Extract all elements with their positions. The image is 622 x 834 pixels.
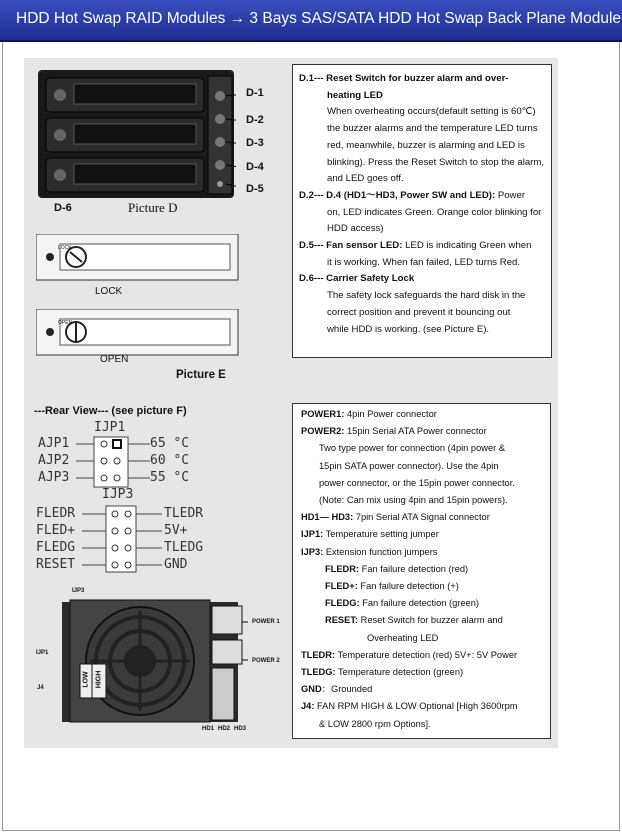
tledg-text: Temperature detection (green) (335, 667, 464, 678)
board-label-power1: POWER 1 (252, 619, 280, 625)
ijp1-row-right: 65 °C (150, 436, 190, 451)
ijp1-row-right: 55 °C (150, 470, 190, 485)
picture-e-caption: Picture E (176, 369, 226, 381)
label-d3: D-3 (246, 137, 264, 149)
bay-1 (46, 78, 204, 112)
d1-line: and LED goes off. (327, 173, 404, 185)
board-label-power2: POWER 2 (252, 658, 280, 664)
d2-rest: Power (495, 189, 526, 201)
picture-e-tray-lock (36, 234, 240, 282)
reset-text-cont: Overheating LED (367, 632, 439, 643)
j4-text: FAN RPM HIGH & LOW Optional [High 3600rpm (314, 701, 518, 712)
tledr-text: Temperature detection (red) 5V+: 5V Power (335, 649, 518, 660)
led-notes-panel (292, 64, 552, 358)
tray-open-text: OPEN (58, 320, 73, 326)
board-label-hd1: HD1 (202, 726, 215, 732)
ijp1-row-left: AJP1 (38, 436, 70, 451)
board-label-j4: J4 (37, 685, 44, 691)
ijp1-row-left: AJP3 (38, 470, 70, 485)
picture-d-caption: Picture D (128, 200, 178, 215)
power2-line: (Note: Can mix using 4pin and 15pin powers). (319, 495, 508, 506)
d1-title: D.1--- Reset Switch for buzzer alarm and over- (299, 73, 509, 84)
label-d4: D-4 (246, 161, 264, 173)
ijp3-label: IJP3 (102, 487, 134, 502)
power1-text: 4pin Power connector (344, 409, 437, 419)
ijp3-row-left: RESET (36, 557, 76, 572)
fan-led (217, 181, 223, 187)
d6-line: The safety lock safeguards the hard disk in the (327, 290, 526, 302)
tledr-label: TLEDR: (301, 649, 336, 660)
label-d1: D-1 (246, 87, 264, 99)
d6-line: correct position and prevent it bouncing out (327, 306, 511, 318)
power1-label: POWER1: (301, 409, 345, 419)
fledg-label: FLEDG: (325, 598, 360, 609)
label-d2: D-2 (246, 114, 264, 126)
open-label: OPEN (100, 354, 129, 365)
ijp3-desc-text: Extension function jumpers (323, 546, 438, 557)
d1-line: blinking). Press the Reset Switch to stop the alarm, (327, 156, 545, 168)
d1-line: the buzzer alarms and the temperature LED turns (327, 123, 538, 135)
gnd-label: GND (301, 684, 322, 695)
ijp3-row-left: FLED+ (36, 523, 76, 538)
label-d5: D-5 (246, 183, 264, 195)
fledg-text: Fan failure detection (green) (359, 598, 479, 609)
bay-3 (46, 158, 204, 192)
d1-line: red, meanwhile, buzzer is alarming and LED is (327, 139, 525, 151)
ijp3-desc-label: IJP3: (301, 546, 324, 557)
picture-e-tray-open (36, 309, 240, 357)
power2-line: Two type power for connection (4pin power & (319, 443, 506, 454)
gnd-text: ：Grounded (321, 684, 373, 695)
power2-line: power connector, or the 15pin power connector. (319, 477, 515, 488)
bay-2 (46, 118, 204, 152)
ijp3-row-right: GND (164, 557, 188, 572)
ijp3-row-left: FLEDR (36, 506, 76, 521)
d5-title: D.5--- Fan sensor LED: (299, 240, 403, 252)
fledr-label: FLEDR: (325, 563, 360, 574)
ijp1-jumper-diagram (76, 436, 150, 490)
hd-text: 7pin Serial ATA Signal connector (353, 512, 490, 523)
d6-title: D.6--- Carrier Safety Lock (299, 273, 415, 285)
d2-line: HDD access) (327, 223, 384, 235)
board-label-ijp1: IJP1 (36, 650, 49, 656)
board-label-ijp3: IJP3 (72, 588, 85, 594)
reset-label: RESET: (325, 615, 359, 626)
header-bar (0, 0, 622, 42)
tray-lock-text: LOCK (58, 245, 72, 251)
d2-line: on, LED indicates Green. Orange color blinking for (327, 206, 542, 218)
ijp1-desc-text: Temperature setting jumper (323, 529, 439, 540)
j4-label: J4: (301, 701, 315, 712)
ijp3-row-right: 5V+ (164, 523, 188, 538)
j4-text-cont: & LOW 2800 rpm Options]. (319, 718, 431, 729)
board-label-high: HIGH (95, 670, 103, 689)
reset-text: Reset Switch for buzzer alarm and (358, 615, 503, 626)
backplane-board-photo (62, 594, 252, 724)
tledg-label: TLEDG: (301, 667, 336, 678)
power2-text: 15pin Serial ATA Power connector (344, 426, 487, 437)
d2-title: D.2--- D.4 (HD1～HD3, Power SW and LED): (299, 189, 496, 201)
board-label-low: LOW (82, 671, 90, 688)
ijp1-row-left: AJP2 (38, 453, 70, 468)
ijp1-desc-label: IJP1: (301, 529, 324, 540)
label-d6: D-6 (54, 202, 72, 214)
fledp-text: Fan failure detection (+) (357, 581, 459, 592)
board-label-hd3: HD3 (234, 726, 247, 732)
reset-button (215, 91, 225, 101)
d6-line: while HDD is working. (see Picture E). (327, 323, 490, 335)
page-title: HDD Hot Swap RAID Modules → 3 Bays SAS/SATA HDD Hot Swap Back Plane Module (16, 10, 622, 27)
d1-title-cont: heating LED (327, 89, 383, 101)
d5-line: it is working. When fan failed, LED turns Red. (327, 256, 521, 268)
d5-rest: LED is indicating Green when (402, 240, 532, 252)
fledr-text: Fan failure detection (red) (359, 563, 469, 574)
ijp3-row-right: TLEDR (164, 506, 204, 521)
ijp3-row-right: TLEDG (164, 540, 204, 555)
ijp1-row-right: 60 °C (150, 453, 190, 468)
ijp3-jumper-diagram (82, 504, 162, 574)
connector-notes-panel (292, 403, 551, 739)
hd-label: HD1— HD3: (301, 512, 354, 523)
lock-label: LOCK (95, 286, 123, 297)
power2-line: 15pin SATA power connector). Use the 4pin (319, 460, 499, 471)
d1-line: When overheating occurs(default setting is 60℃) (327, 106, 536, 118)
fledp-label: FLED+: (325, 581, 358, 592)
picture-d-enclosure (36, 64, 236, 204)
ijp3-row-left: FLEDG (36, 540, 76, 555)
board-label-hd2: HD2 (218, 726, 231, 732)
ijp1-label: IJP1 (94, 420, 126, 435)
rear-view-title: ---Rear View--- (see picture F) (34, 405, 187, 417)
power2-label: POWER2: (301, 426, 345, 437)
